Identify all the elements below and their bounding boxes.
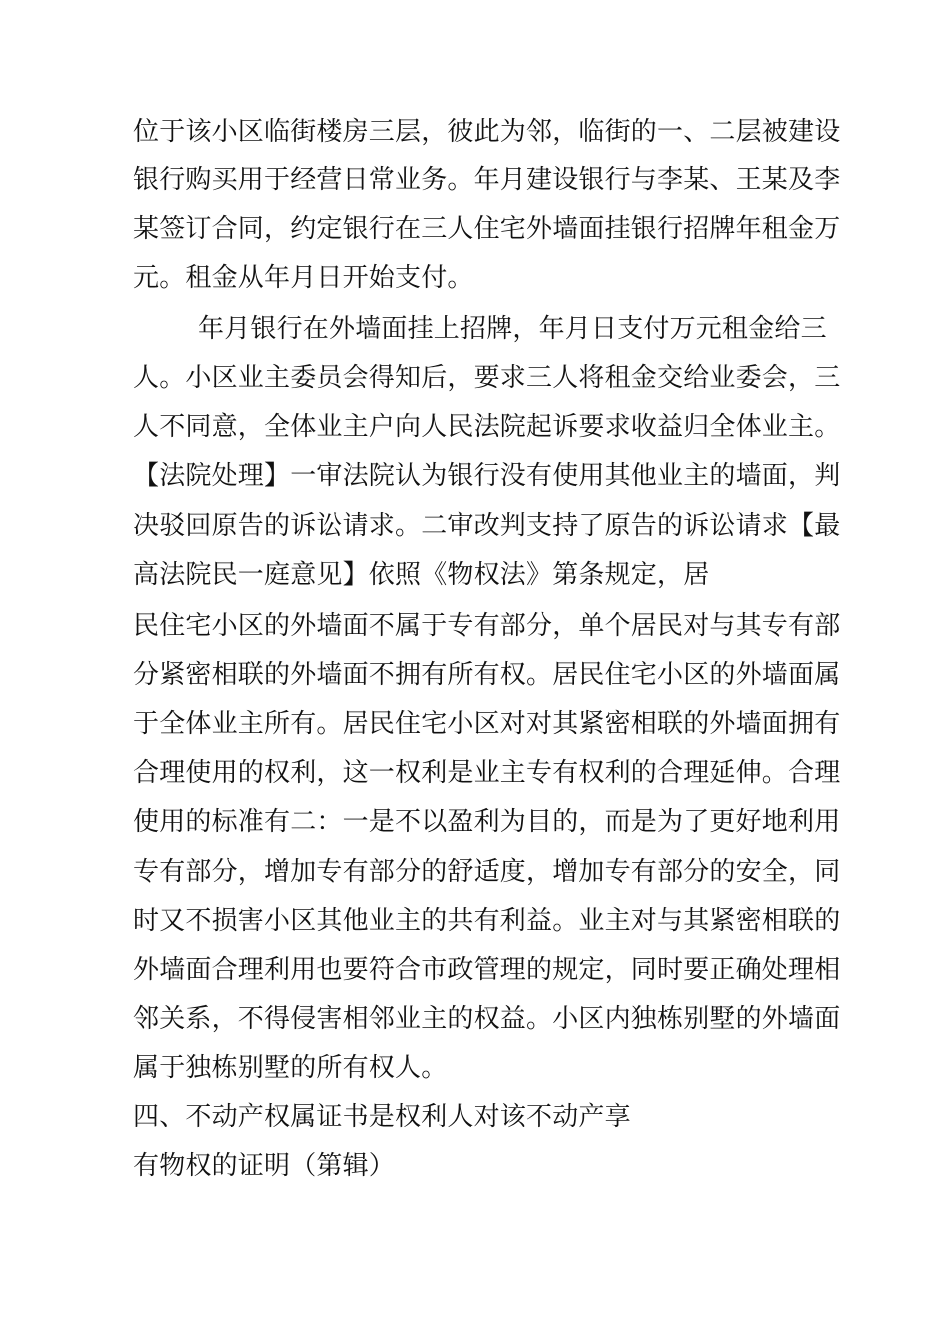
- section-heading-line: 四、不动产权属证书是权利人对该不动产享: [133, 1102, 631, 1132]
- text-line: 分紧密相联的外墙面不拥有所有权。居民住宅小区的外墙面属: [133, 660, 841, 690]
- text-line: 合理使用的权利，这一权利是业主专有权利的合理延伸。合理: [133, 758, 841, 788]
- text-line: 外墙面合理利用也要符合市政管理的规定，同时要正确处理相: [133, 955, 841, 985]
- text-line: 民住宅小区的外墙面不属于专有部分，单个居民对与其专有部: [133, 611, 841, 641]
- text-line: 于全体业主所有。居民住宅小区对对其紧密相联的外墙面拥有: [133, 709, 841, 739]
- text-line: 人。小区业主委员会得知后，要求三人将租金交给业委会，三: [133, 363, 841, 393]
- text-line: 位于该小区临街楼房三层，彼此为邻，临街的一、二层被建设: [133, 117, 841, 147]
- text-line: 决驳回原告的诉讼请求。二审改判支持了原告的诉讼请求【最: [133, 511, 841, 541]
- section-heading-line: 有物权的证明（第辑）: [133, 1151, 396, 1181]
- text-line: 邻关系，不得侵害相邻业主的权益。小区内独栋别墅的外墙面: [133, 1004, 841, 1034]
- text-line: 时又不损害小区其他业主的共有利益。业主对与其紧密相联的: [133, 906, 841, 936]
- text-line: 高法院民一庭意见】依照《物权法》第条规定，居: [133, 560, 710, 590]
- text-line: 银行购买用于经营日常业务。年月建设银行与李某、王某及李: [133, 165, 841, 195]
- text-line: 属于独栋别墅的所有权人。: [133, 1053, 448, 1083]
- text-line: 使用的标准有二：一是不以盈利为目的，而是为了更好地利用: [133, 807, 841, 837]
- text-line: 专有部分，增加专有部分的舒适度，增加专有部分的安全，同: [133, 857, 841, 887]
- text-line: 【法院处理】一审法院认为银行没有使用其他业主的墙面，判: [133, 461, 841, 491]
- text-line: 元。租金从年月日开始支付。: [133, 263, 474, 293]
- text-line: 人不同意，全体业主户向人民法院起诉要求收益归全体业主。: [133, 412, 841, 442]
- text-line: 某签订合同，约定银行在三人住宅外墙面挂银行招牌年租金万: [133, 214, 841, 244]
- paragraph-first-line: 年月银行在外墙面挂上招牌，年月日支付万元租金给三: [198, 314, 827, 344]
